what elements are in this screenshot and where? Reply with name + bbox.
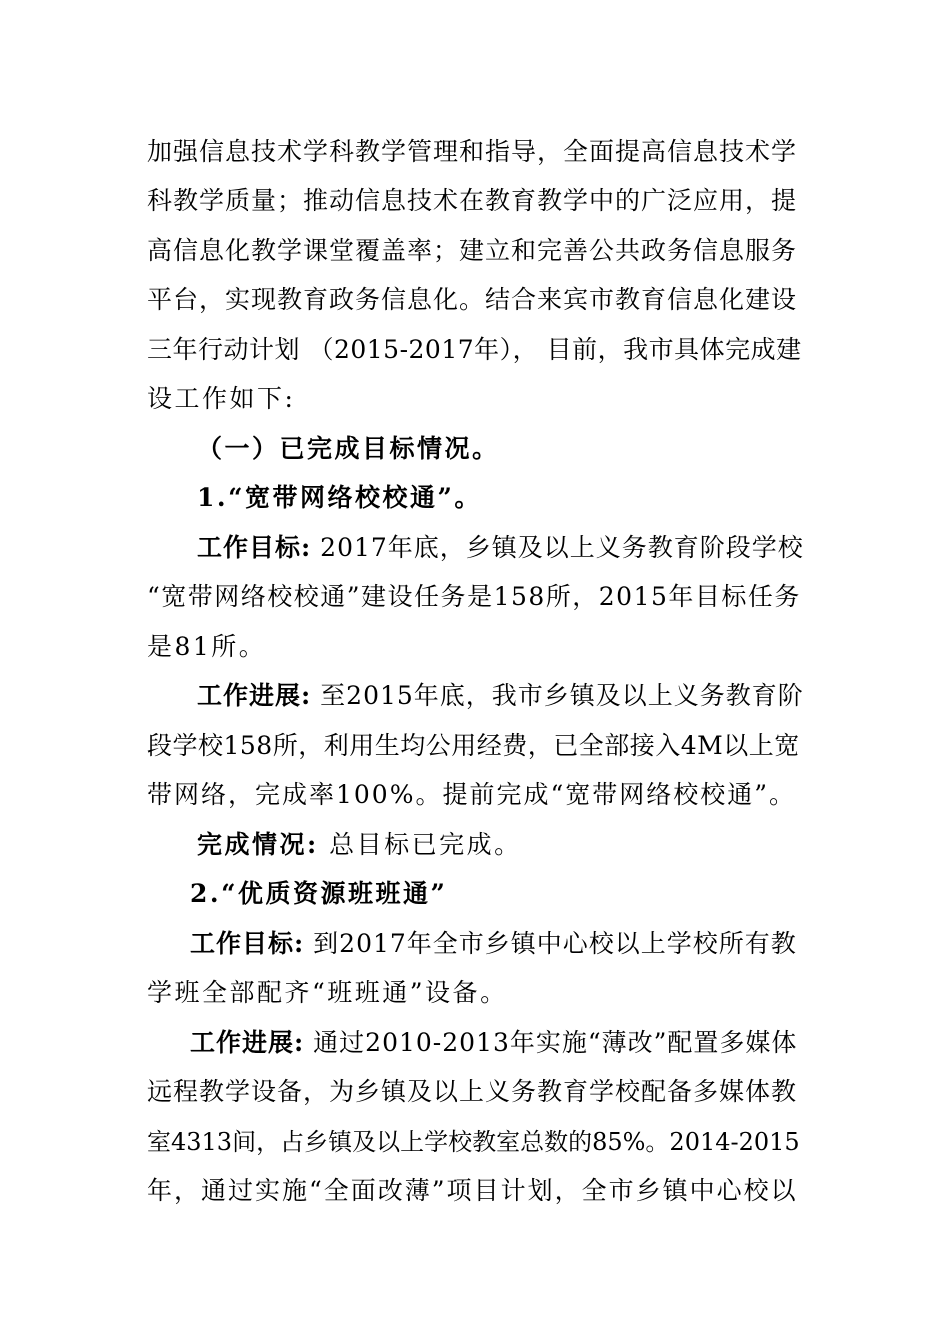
goal-line: “宽带网络校校通”建设任务是158所，2015年目标任务 xyxy=(147,582,801,611)
goal-line xyxy=(197,533,804,563)
section-heading: （一）已完成目标情况。 xyxy=(197,434,500,463)
paragraph-line: 加强信息技术学科教学管理和指导，全面提高信息技术学 xyxy=(147,137,798,166)
progress-text: 至2015年底，我市乡镇及以上义务教育阶 xyxy=(311,681,804,710)
goal-line: 学班全部配齐“班班通”设备。 xyxy=(147,978,508,1007)
paragraph-line: 平台，实现教育政务信息化。结合来宾市教育信息化建设 xyxy=(147,285,798,314)
item-title: 2.“优质资源班班通” xyxy=(190,879,448,908)
progress-line: 段学校158所，利用生均公用经费，已全部接入4M以上宽 xyxy=(147,731,800,760)
progress-line: 带网络，完成率100%。提前完成“宽带网络校校通”。 xyxy=(147,780,797,809)
progress-line: 年，通过实施“全面改薄”项目计划，全市乡镇中心校以 xyxy=(147,1176,798,1205)
status-label: 完成情况: xyxy=(197,830,319,859)
progress-label: 工作进展: xyxy=(190,1028,305,1057)
progress-line xyxy=(197,681,804,711)
goal-label: 工作目标: xyxy=(197,533,312,562)
progress-line: 室4313间，占乡镇及以上学校教室总数的85%。2014-2015 xyxy=(147,1128,800,1156)
status-line xyxy=(197,830,522,860)
goal-label: 工作目标: xyxy=(190,929,305,958)
paragraph-line: 高信息化教学课堂覆盖率；建立和完善公共政务信息服务 xyxy=(147,236,798,265)
paragraph-line: 科教学质量；推动信息技术在教育教学中的广泛应用，提 xyxy=(147,186,798,215)
goal-text: 2017年底，乡镇及以上义务教育阶段学校 xyxy=(311,533,804,562)
goal-line xyxy=(190,929,797,959)
paragraph-line: 三年行动计划 （2015-2017年）， 目前，我市具体完成建 xyxy=(147,335,802,364)
progress-line: 远程教学设备，为乡镇及以上义务教育学校配备多媒体教 xyxy=(147,1077,798,1106)
goal-line: 是81所。 xyxy=(147,632,267,661)
status-text: 总目标已完成。 xyxy=(318,830,522,859)
paragraph-line: 设工作如下: xyxy=(147,384,296,413)
progress-text: 通过2010-2013年实施“薄改”配置多媒体 xyxy=(304,1028,798,1057)
progress-line xyxy=(190,1028,797,1058)
progress-label: 工作进展: xyxy=(197,681,312,710)
goal-text: 到2017年全市乡镇中心校以上学校所有教 xyxy=(304,929,797,958)
item-title: 1.“宽带网络校校通”。 xyxy=(197,483,482,512)
